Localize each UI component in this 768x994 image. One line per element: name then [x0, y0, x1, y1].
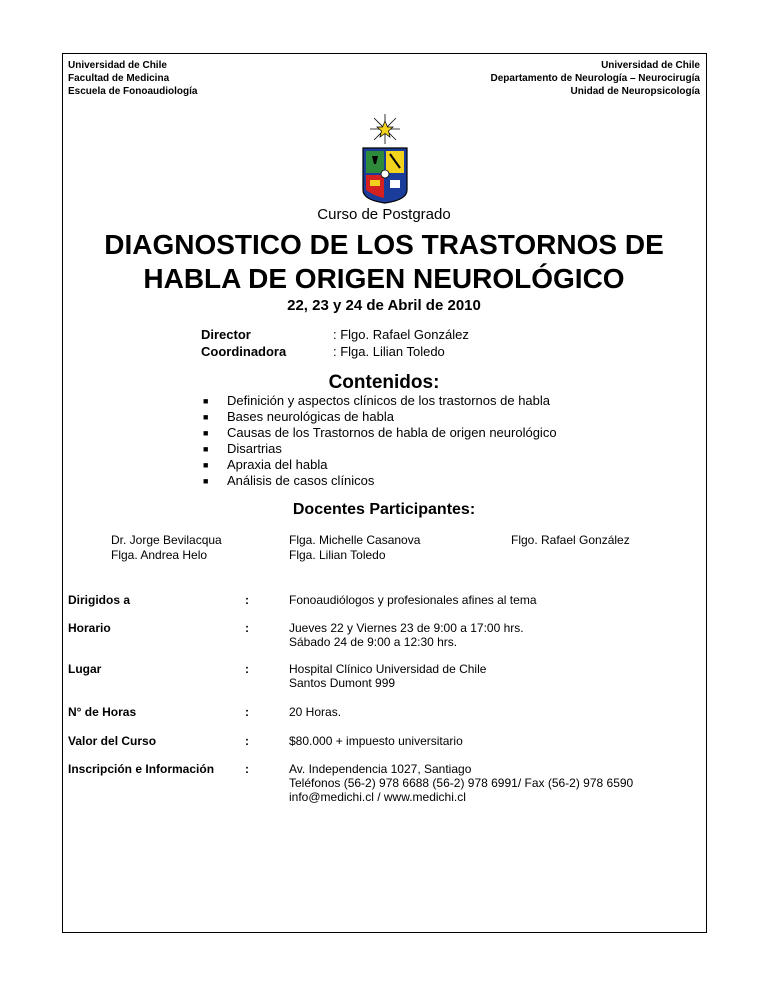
- info-label: Horario: [68, 621, 111, 635]
- list-item: ■ Bases neurológicas de habla: [203, 409, 394, 424]
- teachers-column: [289, 533, 420, 563]
- info-label: Lugar: [68, 662, 102, 676]
- university-crest-icon: [360, 112, 410, 212]
- bullet-icon: ■: [203, 460, 209, 470]
- header-left-line: Universidad de Chile: [68, 60, 167, 71]
- info-value: 20 Horas.: [289, 705, 342, 719]
- title-line: DIAGNOSTICO DE LOS TRASTORNOS DE: [104, 229, 664, 260]
- teacher-name: Flgo. Rafael González: [511, 533, 630, 547]
- header-right-line: Unidad de Neuropsicología: [570, 86, 700, 97]
- teacher-name: Flga. Andrea Helo: [111, 548, 208, 562]
- info-colon: :: [245, 734, 249, 748]
- info-colon: :: [245, 662, 249, 676]
- course-dates: 22, 23 y 24 de Abril de 2010: [287, 297, 481, 314]
- header-left-line: Escuela de Fonoaudiología: [68, 86, 198, 97]
- page-title: [0, 228, 768, 296]
- info-colon: :: [245, 621, 249, 635]
- info-value: Av. Independencia 1027, Santiago Teléfonos (56-2) 978 6688 (56-2) 978 6991/ Fax (56-2) 978 6590 info@medichi.cl / www.medichi.cl: [289, 762, 634, 804]
- bullet-icon: ■: [203, 444, 209, 454]
- info-value: Jueves 22 y Viernes 23 de 9:00 a 17:00 hrs. Sábado 24 de 9:00 a 12:30 hrs.: [289, 621, 524, 649]
- info-colon: :: [245, 705, 249, 719]
- teachers-heading: Docentes Participantes:: [292, 501, 476, 518]
- list-item: ■ Análisis de casos clínicos: [203, 473, 375, 488]
- bullet-icon: ■: [203, 396, 209, 406]
- contents-list: [203, 393, 557, 489]
- role-label: Director: [201, 327, 251, 342]
- star-icon: [370, 114, 400, 144]
- info-colon: :: [245, 762, 249, 776]
- header-left-line: Facultad de Medicina: [68, 73, 170, 84]
- teachers-column: [511, 533, 630, 548]
- list-item: ■ Causas de los Trastornos de habla de origen neurológico: [203, 425, 557, 440]
- header-right-line: Departamento de Neurología – Neurocirugía: [490, 73, 700, 84]
- list-item: ■ Disartrias: [203, 441, 282, 456]
- list-item: ■ Definición y aspectos clínicos de los trastornos de habla: [203, 393, 551, 408]
- header-right-line: Universidad de Chile: [601, 60, 700, 71]
- list-item: ■ Apraxia del habla: [203, 457, 328, 472]
- title-line: HABLA DE ORIGEN NEUROLÓGICO: [143, 263, 625, 294]
- header-left: [68, 59, 197, 98]
- info-value: $80.000 + impuesto universitario: [289, 734, 463, 748]
- info-label: Inscripción e Información: [68, 762, 215, 776]
- teacher-name: Flga. Michelle Casanova: [289, 533, 421, 547]
- role-value: : Flga. Lilian Toledo: [333, 344, 445, 359]
- info-label: Valor del Curso: [68, 734, 157, 748]
- info-label: N° de Horas: [68, 705, 137, 719]
- bullet-icon: ■: [203, 412, 209, 422]
- bullet-icon: ■: [203, 428, 209, 438]
- role-value: : Flgo. Rafael González: [333, 327, 469, 342]
- bullet-icon: ■: [203, 476, 209, 486]
- header-right: [491, 59, 701, 98]
- teacher-name: Flga. Lilian Toledo: [289, 548, 386, 562]
- info-value: Fonoaudiólogos y profesionales afines al tema: [289, 593, 537, 607]
- teachers-column: [111, 533, 222, 563]
- course-type: Curso de Postgrado: [317, 206, 451, 223]
- contents-heading: Contenidos:: [328, 372, 440, 393]
- info-value: Hospital Clínico Universidad de Chile Santos Dumont 999: [289, 662, 487, 690]
- info-colon: :: [245, 593, 249, 607]
- teacher-name: Dr. Jorge Bevilacqua: [111, 533, 222, 547]
- role-label: Coordinadora: [201, 344, 287, 359]
- info-label: Dirigidos a: [68, 593, 131, 607]
